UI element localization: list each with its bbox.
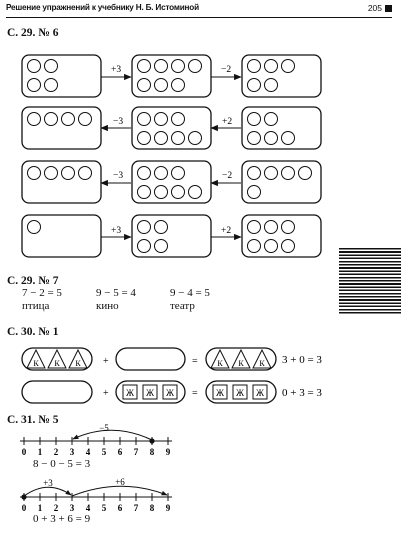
square-letter: Ж <box>215 388 225 398</box>
triangle-letter: К <box>75 359 81 368</box>
equation: 0 + 3 + 6 = 9 <box>33 513 91 525</box>
plus-sign: + <box>103 388 109 399</box>
tick-label: 7 <box>133 503 139 513</box>
answer-word: кино <box>96 300 119 312</box>
tick-label: 2 <box>53 503 59 513</box>
equals-sign: = <box>192 356 198 367</box>
square-letter: Ж <box>165 388 175 398</box>
section-title: С. 31. № 5 <box>7 414 59 426</box>
tick-label: 1 <box>37 503 43 513</box>
jump-arc <box>73 430 152 440</box>
jump-label: −5 <box>99 423 109 433</box>
arrow-label: +2 <box>222 117 233 127</box>
arrow-label: +3 <box>111 226 122 236</box>
tick-label: 5 <box>101 503 107 513</box>
section-title: С. 30. № 1 <box>7 326 59 338</box>
arrow-label: −2 <box>222 171 233 181</box>
tick-label: 9 <box>165 503 171 513</box>
arrow-label: −3 <box>113 171 124 181</box>
tick-label: 0 <box>21 447 27 457</box>
jump-label: +6 <box>115 477 125 487</box>
arrow-label: +3 <box>111 65 122 75</box>
equation: 8 − 0 − 5 = 3 <box>33 458 91 470</box>
triangle-letter: К <box>259 359 265 368</box>
equation: 9 − 5 = 4 <box>96 287 136 299</box>
square-letter: Ж <box>145 388 155 398</box>
tick-label: 6 <box>117 447 123 457</box>
arrow-label: −2 <box>221 65 232 75</box>
triangle-letter: К <box>33 359 39 368</box>
tick-label: 7 <box>133 447 139 457</box>
jump-label: +3 <box>43 478 53 488</box>
page-number: 205 <box>367 3 382 13</box>
triangle-letter: К <box>54 359 60 368</box>
section-title: С. 29. № 7 <box>7 275 59 287</box>
triangle-letter: К <box>217 359 223 368</box>
equation: 3 + 0 = 3 <box>282 354 322 366</box>
arrow-label: −3 <box>113 117 124 127</box>
tick-label: 6 <box>117 503 123 513</box>
square-letter: Ж <box>255 388 265 398</box>
section-title: С. 29. № 6 <box>7 27 59 39</box>
equation: 9 − 4 = 5 <box>170 287 210 299</box>
tick-label: 3 <box>69 447 75 457</box>
arrow-label: +2 <box>221 226 232 236</box>
answer-word: птица <box>22 300 50 312</box>
tick-label: 9 <box>165 447 171 457</box>
equation: 7 − 2 = 5 <box>22 287 62 299</box>
tick-label: 4 <box>85 503 91 513</box>
tick-label: 8 <box>149 447 155 457</box>
jump-arc <box>24 487 71 496</box>
square-letter: Ж <box>235 388 245 398</box>
square-letter: Ж <box>125 388 135 398</box>
answer-word: театр <box>170 300 195 312</box>
header-title: Решение упражнений к учебнику Н. Б. Истоминой <box>6 3 199 12</box>
equation: 0 + 3 = 3 <box>282 387 322 399</box>
tick-label: 5 <box>101 447 107 457</box>
tick-label: 4 <box>85 447 91 457</box>
tick-label: 8 <box>149 503 155 513</box>
tick-label: 1 <box>37 447 43 457</box>
equals-sign: = <box>192 388 198 399</box>
tick-label: 2 <box>53 447 59 457</box>
tick-label: 3 <box>69 503 75 513</box>
tick-label: 0 <box>21 503 27 513</box>
plus-sign: + <box>103 356 109 367</box>
triangle-letter: К <box>238 359 244 368</box>
